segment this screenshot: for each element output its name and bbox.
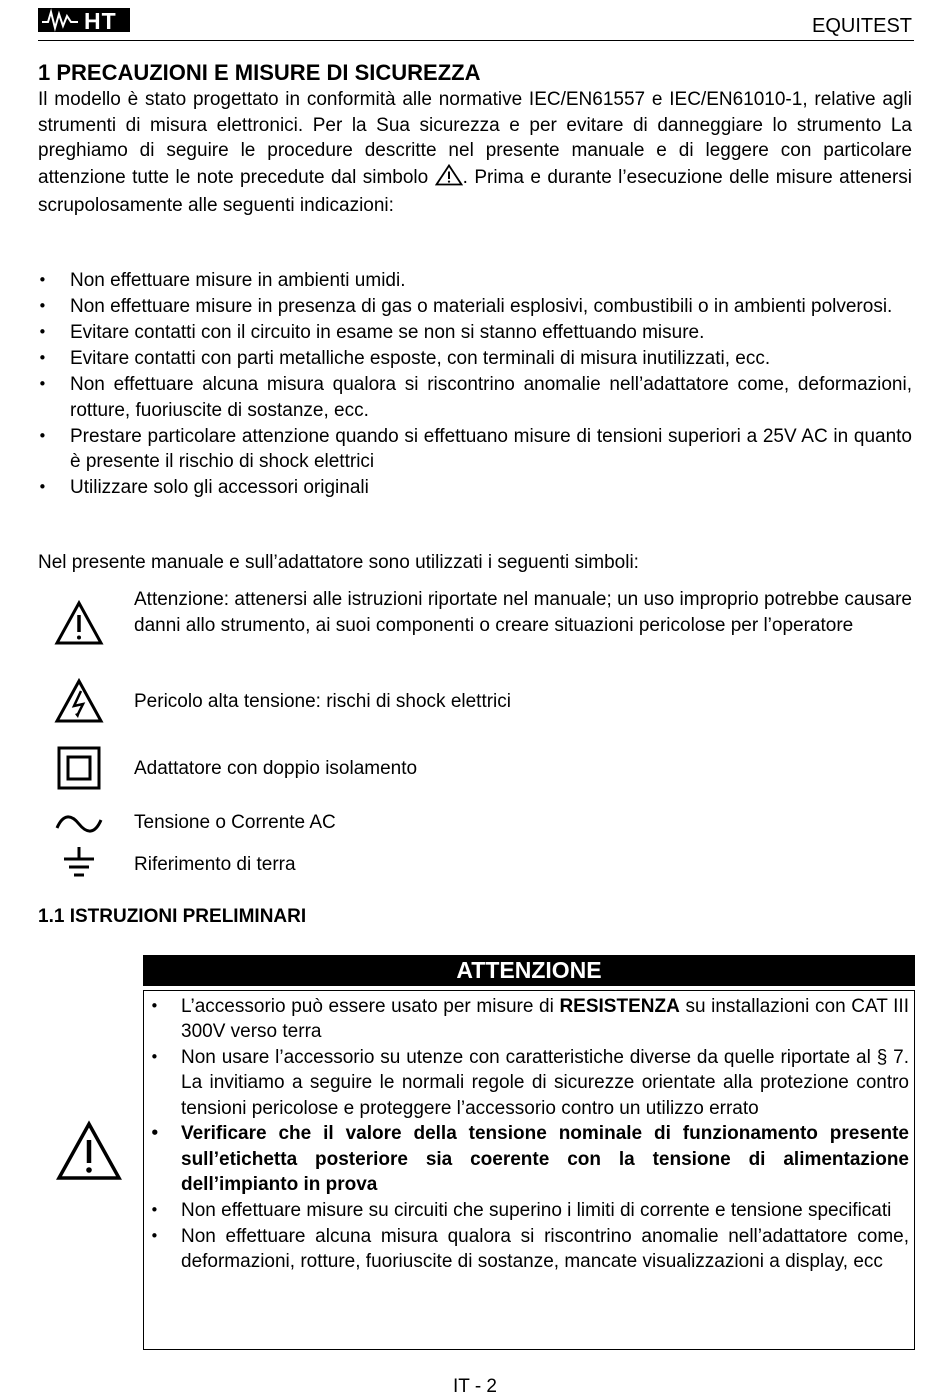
- symbol-description-warning: Attenzione: attenersi alle istruzioni riportate nel manuale; un uso improprio potrebbe causare danni allo strumento, ai suoi componenti o creare situazioni pericolose per l’operatore: [134, 589, 912, 636]
- double-insulation-icon: [57, 746, 101, 795]
- symbol-description-double-insulation: Adattatore con doppio isolamento: [134, 758, 418, 779]
- page-number: IT - 2: [453, 1376, 497, 1397]
- symbol-description-ground: Riferimento di terra: [134, 854, 296, 875]
- list-item: • Evitare contatti con il circuito in esame se non si stanno effettuando misure.: [38, 320, 912, 346]
- page-header: [38, 6, 914, 41]
- list-item: • Prestare particolare attenzione quando si effettuano misure di tensioni superiori a 25V AC in quanto è presente il rischio di shock elettrici: [38, 424, 912, 475]
- attention-banner: ATTENZIONE: [143, 955, 915, 986]
- attention-list: [150, 994, 909, 1275]
- list-item: [150, 994, 909, 1045]
- ac-sine-icon: [54, 812, 104, 841]
- list-item: • Verificare che il valore della tensione nominale di funzionamento presente sull’etichetta posteriore sia coerente con la tensione di alimentazione dell’impianto in prova: [150, 1121, 909, 1197]
- list-item: • Non effettuare misure in ambienti umidi.: [38, 268, 912, 294]
- list-item: • Non effettuare misure in presenza di gas o materiali esplosivi, combustibili o in ambienti polverosi.: [38, 294, 912, 320]
- symbols-intro: Nel presente manuale e sull’adattatore sono utilizzati i seguenti simboli:: [38, 552, 639, 573]
- item1-text-after: su installazioni con CAT III 300V verso terra: [181, 996, 909, 1043]
- list-item: • Evitare contatti con parti metalliche esposte, con terminali di misura inutilizzati, ecc.: [38, 346, 912, 372]
- safety-bullet-list: [38, 268, 912, 501]
- item1-text-before: L’accessorio può essere usato per misure di: [181, 996, 560, 1017]
- document-title: EQUITEST: [811, 15, 912, 37]
- list-item: • Non effettuare alcuna misura qualora si riscontrino anomalie nell’adattatore come, deformazioni, rotture, fuoriuscite di sostanze, mancate visualizzazioni a display, ecc: [150, 1224, 909, 1275]
- attention-warning-icon: [55, 1120, 123, 1187]
- ground-icon: [61, 846, 97, 887]
- intro-paragraph: [38, 87, 912, 219]
- high-voltage-icon: [54, 678, 104, 729]
- item1-bold-text: RESISTENZA: [559, 996, 680, 1017]
- list-item: • Non usare l’accessorio su utenze con caratteristiche diverse da quelle riportate al § 7. La invitiamo a seguire le normali regole di sicurezze orientate alla protezione contro tensioni pericolose e proteggere l’accessorio contro un utilizzo errato: [150, 1045, 909, 1121]
- intro-text-before: Il modello è stato progettato in conformità alle normative IEC/EN61557 e IEC/EN61010-1, relative agli strumenti di misura elettronici. Per la Sua sicurezza e per evitare di danneggiare lo strumento La preghiamo di seguire le procedure descritte nel presente manuale e di leggere con particolare attenzione tutte le note precedute dal simbolo: [38, 89, 912, 188]
- attention-box: [143, 990, 915, 1350]
- list-item: • Utilizzare solo gli accessori originali: [38, 475, 912, 501]
- symbol-description-ac: Tensione o Corrente AC: [134, 812, 336, 833]
- logo-text: HT: [84, 8, 117, 34]
- symbol-description-high-voltage: Pericolo alta tensione: rischi di shock elettrici: [134, 691, 512, 712]
- list-item: • Non effettuare misure su circuiti che superino i limiti di corrente e tensione specificati: [150, 1198, 909, 1223]
- section-1-title: 1 PRECAUZIONI E MISURE DI SICUREZZA: [38, 60, 481, 85]
- ht-logo: [38, 8, 130, 32]
- list-item: • Non effettuare alcuna misura qualora si riscontrino anomalie nell’adattatore come, deformazioni, rotture, fuoriuscite di sostanze, ecc.: [38, 372, 912, 423]
- warning-triangle-icon: [54, 600, 104, 651]
- intro-text-after: . Prima e durante l’esecuzione delle misure attenersi scrupolosamente alle seguenti indicazioni:: [38, 166, 912, 216]
- section-1-1-title: 1.1 ISTRUZIONI PRELIMINARI: [38, 906, 307, 927]
- inline-warning-icon: [435, 164, 463, 194]
